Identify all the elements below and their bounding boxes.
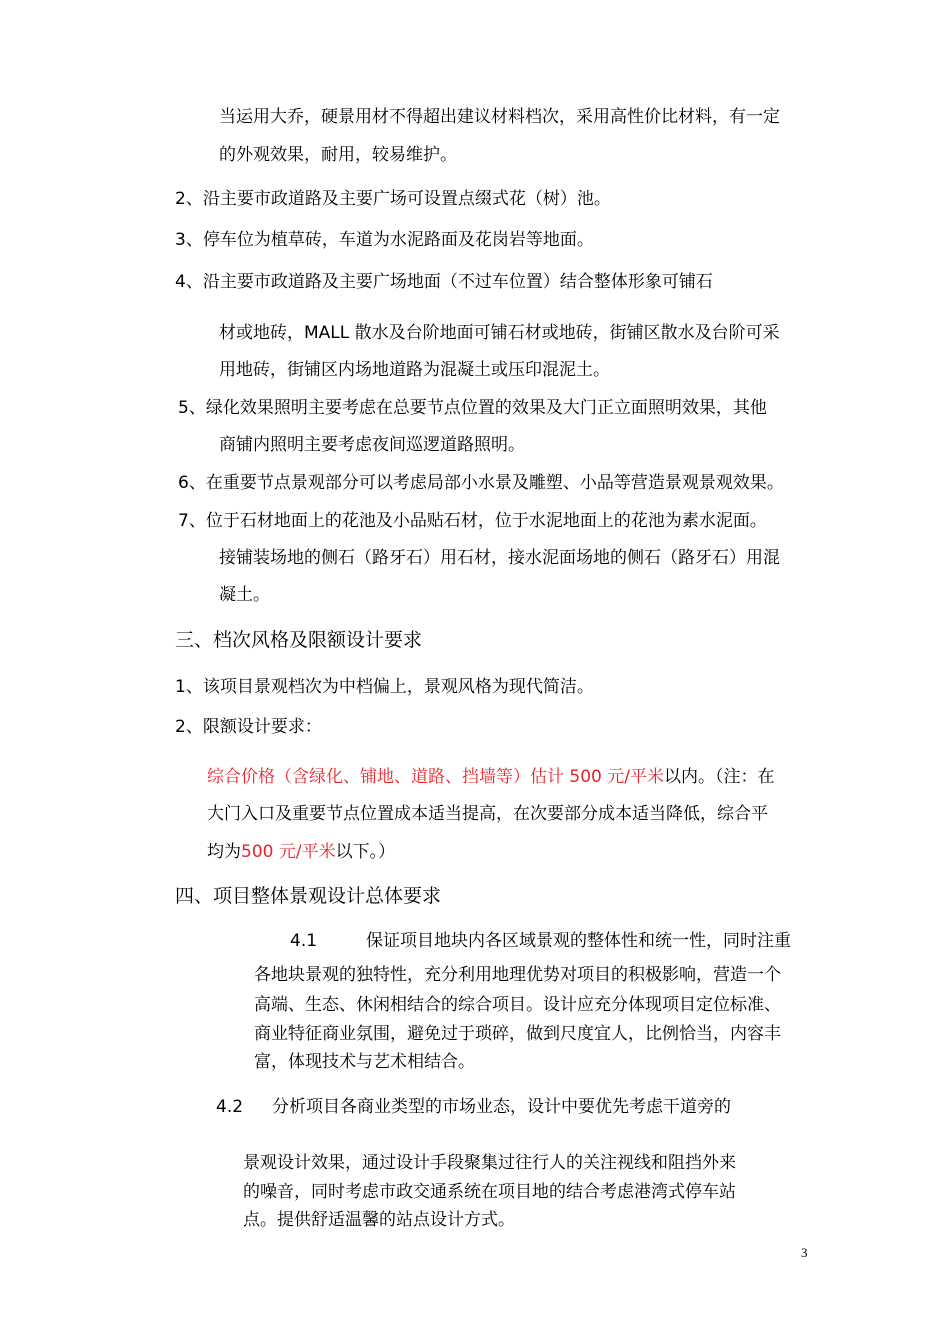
list-item: 4、沿主要市政道路及主要广场地面（不过车位置）结合整体形象可铺石 bbox=[175, 272, 713, 292]
paragraph-line: 分析项目各商业类型的市场业态，设计中要优先考虑干道旁的 bbox=[272, 1097, 731, 1117]
section-heading: 三、档次风格及限额设计要求 bbox=[175, 629, 423, 651]
list-item: 2、沿主要市政道路及主要广场可设置点缀式花（树）池。 bbox=[175, 189, 611, 209]
paragraph-line: 保证项目地块内各区域景观的整体性和统一性，同时注重 bbox=[366, 931, 791, 951]
list-item-continuation: 凝土。 bbox=[219, 585, 270, 605]
quota-highlight: 500 元/平米 bbox=[241, 842, 336, 862]
quota-highlight: 综合价格（含绿化、铺地、道路、挡墙等）估计 500 元/平米 bbox=[207, 767, 664, 787]
clause-number: 4.2 bbox=[216, 1097, 244, 1117]
clause-number: 4.1 bbox=[290, 931, 318, 951]
quota-text: 均为 bbox=[207, 842, 241, 862]
quota-line bbox=[207, 766, 774, 788]
paragraph-line: 商业特征商业氛围，避免过于琐碎，做到尺度宜人，比例恰当，内容丰 bbox=[254, 1024, 781, 1044]
paragraph-line: 富，体现技术与艺术相结合。 bbox=[254, 1052, 475, 1072]
quota-line: 大门入口及重要节点位置成本适当提高，在次要部分成本适当降低，综合平 bbox=[207, 804, 768, 824]
list-item-continuation: 商铺内照明主要考虑夜间巡逻道路照明。 bbox=[219, 435, 525, 455]
paragraph-line: 的噪音，同时考虑市政交通系统在项目地的结合考虑港湾式停车站 bbox=[243, 1182, 736, 1202]
paragraph-line: 点。提供舒适温馨的站点设计方式。 bbox=[243, 1210, 515, 1230]
list-item: 2、限额设计要求： bbox=[175, 717, 322, 737]
list-item-continuation: 用地砖，街铺区内场地道路为混凝土或压印混泥土。 bbox=[219, 360, 610, 380]
list-item: 3、停车位为植草砖，车道为水泥路面及花岗岩等地面。 bbox=[175, 230, 594, 250]
quota-line bbox=[207, 841, 395, 863]
quota-note: 以内。（注：在 bbox=[663, 767, 775, 787]
paragraph-line: 各地块景观的独特性，充分利用地理优势对项目的积极影响，营造一个 bbox=[254, 965, 781, 985]
paragraph-line: 高端、生态、休闲相结合的综合项目。设计应充分体现项目定位标准、 bbox=[254, 995, 781, 1015]
list-item: 1、该项目景观档次为中档偏上，景观风格为现代简洁。 bbox=[175, 677, 594, 697]
page-number: 3 bbox=[801, 1245, 808, 1260]
list-item: 7、位于石材地面上的花池及小品贴石材，位于水泥地面上的花池为素水泥面。 bbox=[178, 511, 767, 531]
paragraph-line: 当运用大乔，硬景用材不得超出建议材料档次，采用高性价比材料，有一定 bbox=[219, 107, 780, 127]
section-heading: 四、项目整体景观设计总体要求 bbox=[175, 885, 442, 907]
quota-text: 以下。） bbox=[335, 842, 396, 862]
paragraph-line: 景观设计效果，通过设计手段聚集过往行人的关注视线和阻挡外来 bbox=[243, 1153, 736, 1173]
paragraph-line: 的外观效果，耐用，较易维护。 bbox=[219, 145, 457, 165]
list-item: 6、在重要节点景观部分可以考虑局部小水景及雕塑、小品等营造景观景观效果。 bbox=[178, 473, 784, 493]
list-item-continuation: 材或地砖，MALL 散水及台阶地面可铺石材或地砖，街铺区散水及台阶可采 bbox=[219, 323, 780, 343]
list-item: 5、绿化效果照明主要考虑在总要节点位置的效果及大门正立面照明效果，其他 bbox=[178, 398, 767, 418]
list-item-continuation: 接铺装场地的侧石（路牙石）用石材，接水泥面场地的侧石（路牙石）用混 bbox=[219, 548, 780, 568]
